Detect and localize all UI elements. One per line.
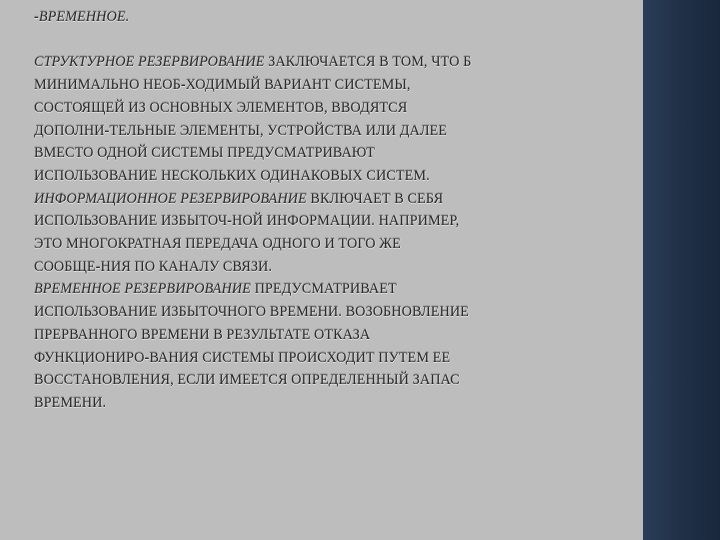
text-line: ИСПОЛЬЗОВАНИЕ НЕСКОЛЬКИХ ОДИНАКОВЫХ СИСТЕМ. <box>34 167 430 184</box>
term-information-redundancy: ИНФОРМАЦИОННОЕ РЕЗЕРВИРОВАНИЕ <box>34 190 307 207</box>
text-line: ИСПОЛЬЗОВАНИЕ ИЗБЫТОЧНОГО ВРЕМЕНИ. ВОЗОБНОВЛЕНИЕ <box>34 304 469 321</box>
text-line: ДОПОЛНИ-ТЕЛЬНЫЕ ЭЛЕМЕНТЫ, УСТРОЙСТВА ИЛИ ДАЛЕЕ <box>34 122 448 139</box>
text-line: ЭТО МНОГОКРАТНАЯ ПЕРЕДАЧА ОДНОГО И ТОГО ЖЕ <box>34 236 401 253</box>
text-line <box>34 188 596 211</box>
text-line: ВОССТАНОВЛЕНИЯ, ЕСЛИ ИМЕЕТСЯ ОПРЕДЕЛЕННЫЙ ЗАПАС <box>34 372 460 389</box>
term-time-redundancy: ВРЕМЕННОЕ РЕЗЕРВИРОВАНИЕ <box>34 281 251 298</box>
text-line: ВМЕСТО ОДНОЙ СИСТЕМЫ ПРЕДУСМАТРИВАЮТ <box>34 145 375 162</box>
text-line: СОСТОЯЩЕЙ ИЗ ОСНОВНЫХ ЭЛЕМЕНТОВ, ВВОДЯТСЯ <box>34 99 408 116</box>
text-line <box>34 51 596 74</box>
text-line: МИНИМАЛЬНО НЕОБ-ХОДИМЫЙ ВАРИАНТ СИСТЕМЫ, <box>34 77 411 94</box>
text-line-body: ПРЕДУСМАТРИВАЕТ <box>250 281 397 298</box>
text-line: СООБЩЕ-НИЯ ПО КАНАЛУ СВЯЗИ. <box>34 258 273 275</box>
text-line <box>34 278 596 301</box>
text-line-body: ЗАКЛЮЧАЕТСЯ В ТОМ, ЧТО Б <box>264 54 472 71</box>
text-line: ФУНКЦИОНИРО-ВАНИЯ СИСТЕМЫ ПРОИСХОДИТ ПУТЕМ ЕЕ <box>34 349 451 366</box>
slide-text-block <box>34 6 596 415</box>
slide-heading: -ВРЕМЕННОЕ. <box>34 9 130 25</box>
side-accent-band <box>643 0 720 540</box>
text-line-body: ВКЛЮЧАЕТ В СЕБЯ <box>306 190 444 207</box>
paragraph-gap <box>34 29 596 52</box>
text-line: ИСПОЛЬЗОВАНИЕ ИЗБЫТОЧ-НОЙ ИНФОРМАЦИИ. НАПРИМЕР, <box>34 213 460 230</box>
text-line: ВРЕМЕНИ. <box>34 394 107 411</box>
text-line: ПРЕРВАННОГО ВРЕМЕНИ В РЕЗУЛЬТАТЕ ОТКАЗА <box>34 326 371 343</box>
term-structural-redundancy: СТРУКТУРНОЕ РЕЗЕРВИРОВАНИЕ <box>34 54 265 71</box>
